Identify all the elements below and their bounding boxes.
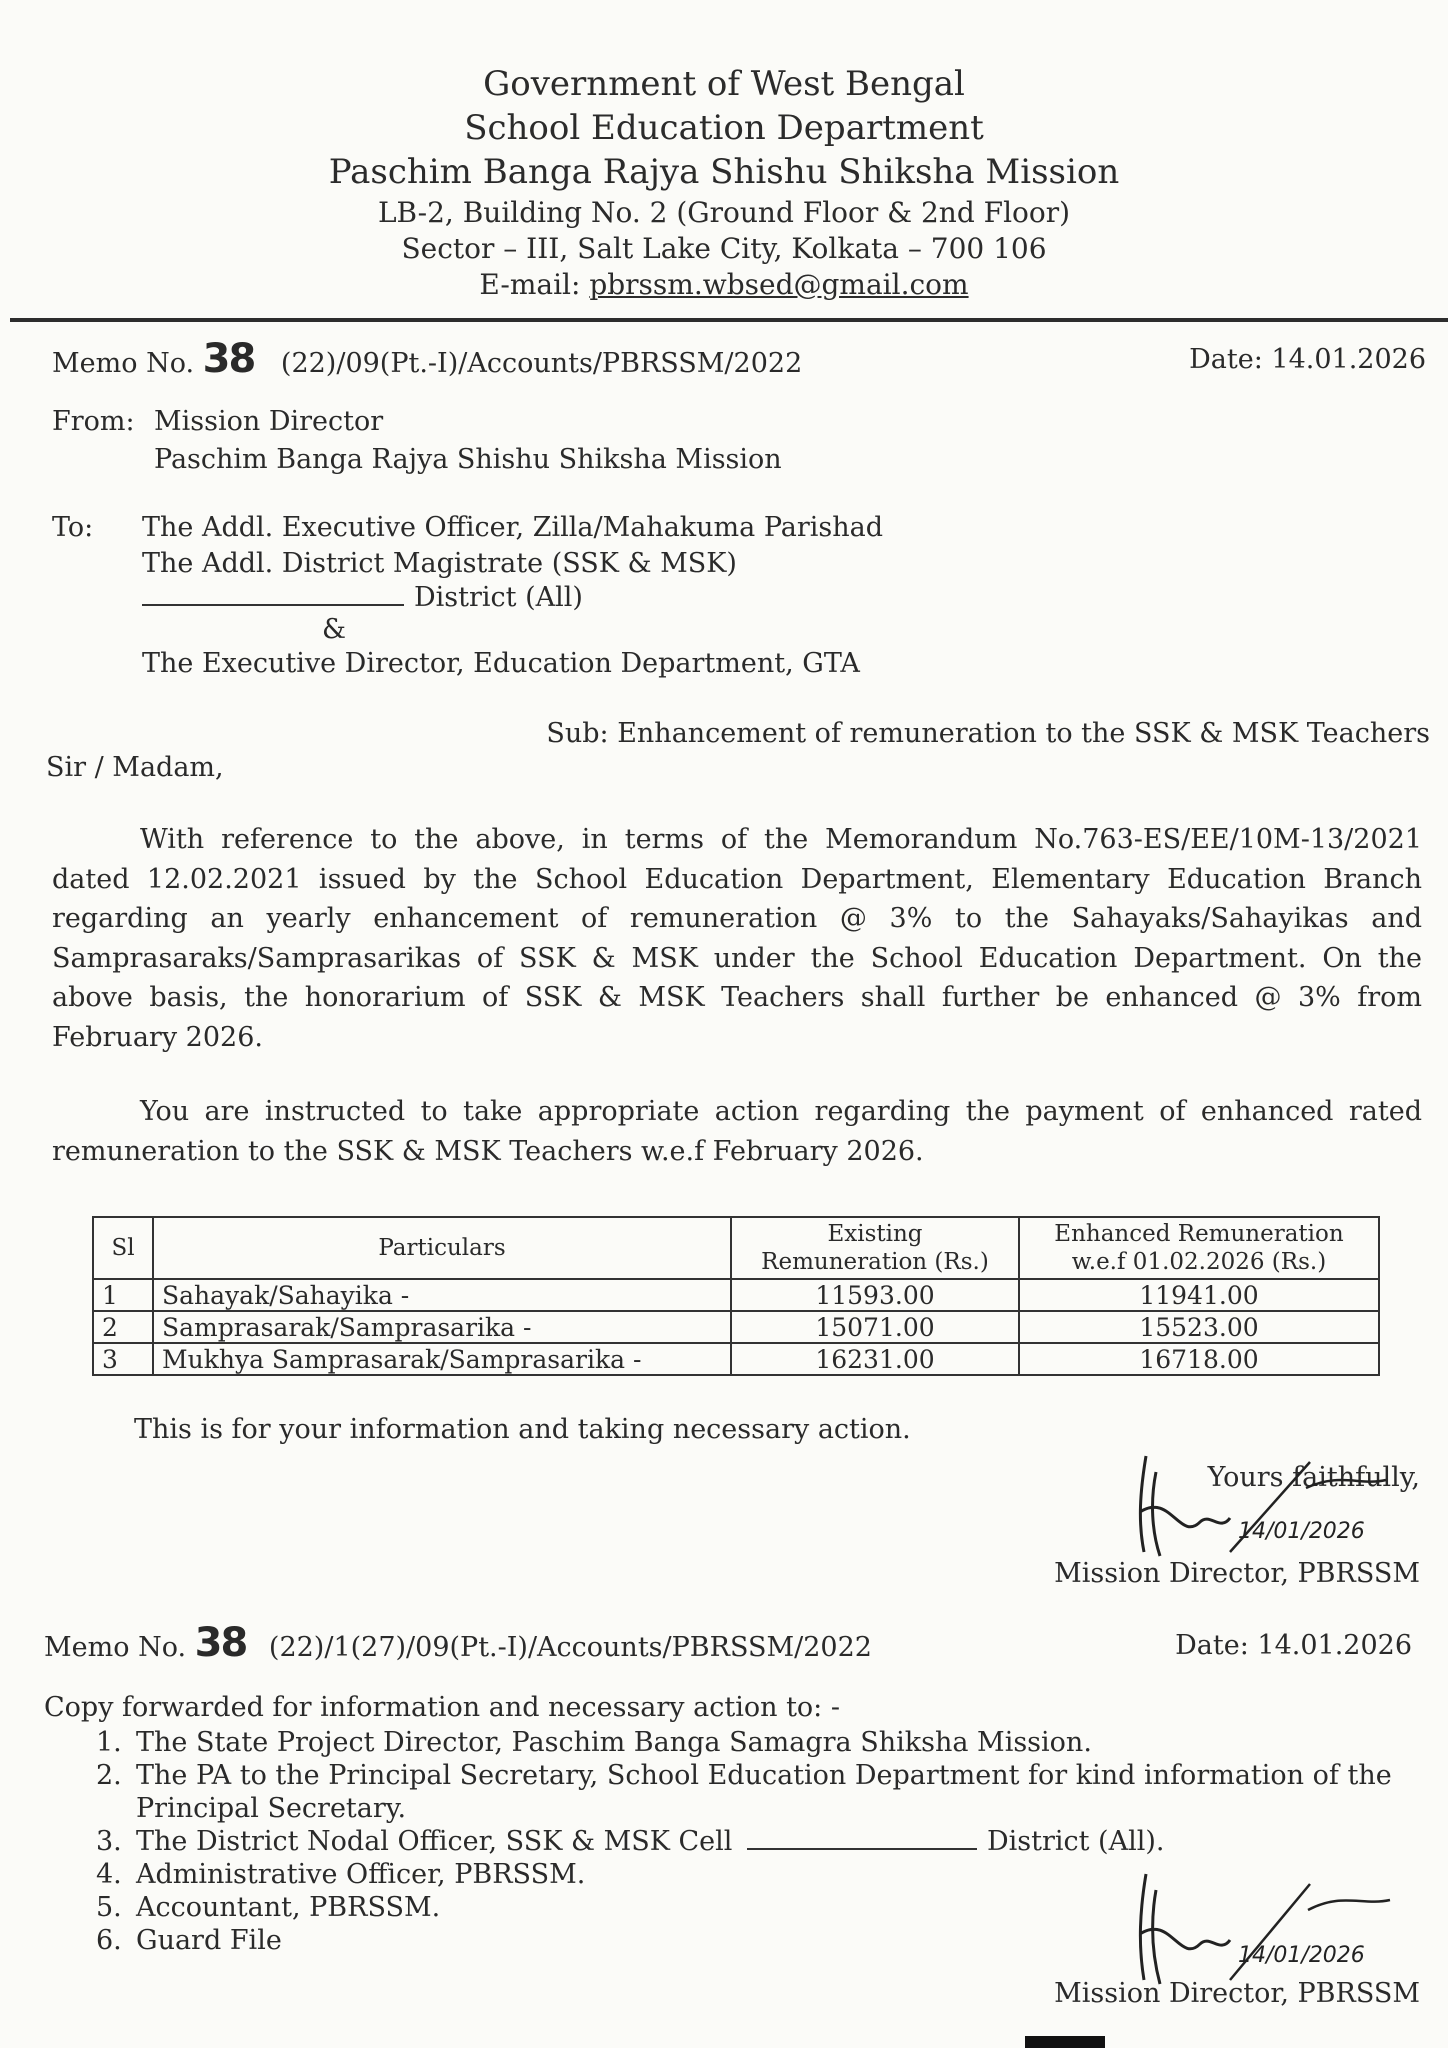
memo2-number-handwritten: 38 [194, 1620, 247, 1666]
list-item-number: 5. [96, 1892, 122, 1923]
body-paragraph-1: With reference to the above, in terms of the Memorandum No.763-ES/EE/10M-13/2021 dated 12.02.2021 issued by the School Education Department, Elementary Education Branch regarding an yearly enhancement of remuneration @ 3% to the Sahayaks/Sahayikas and Samprasaraks/Samprasarikas of SSK & MSK under the School Education Department. On the above basis, the honorarium of SSK & MSK Teachers shall further be enhanced @ 3% from February 2026. [52, 824, 1422, 1053]
list-item-suffix: District (All). [986, 1826, 1165, 1857]
memo-number-handwritten: 38 [202, 336, 255, 382]
signature-date-2: 14/01/2026 [1238, 1943, 1365, 1968]
list-item-text: The PA to the Principal Secretary, School Education Department for kind information of the Principal Secretary. [136, 1760, 1392, 1824]
from-line-1: Mission Director [154, 406, 384, 437]
table-row [93, 1279, 1379, 1311]
district-blank-2 [747, 1826, 977, 1850]
table-header-row [93, 1217, 1379, 1279]
col-header-particulars: Particulars [153, 1217, 731, 1279]
cell-particular: Mukhya Samprasarak/Samprasarika - [153, 1343, 731, 1375]
to-line-4: The Executive Director, Education Department, GTA [142, 648, 860, 679]
cell-particular: Samprasarak/Samprasarika - [153, 1311, 731, 1343]
list-item-text: The State Project Director, Paschim Banga Samagra Shiksha Mission. [136, 1727, 1092, 1758]
email-link[interactable]: pbrssm.wbsed@gmail.com [589, 268, 969, 301]
cell-existing: 16231.00 [731, 1343, 1019, 1375]
cell-sl: 2 [93, 1311, 153, 1343]
list-item-number: 6. [96, 1925, 122, 1956]
memo-line-2 [44, 1620, 872, 1666]
header-divider [10, 318, 1448, 322]
salutation: Sir / Madam, [46, 752, 224, 783]
list-item [96, 1726, 1448, 1759]
cell-sl: 1 [93, 1279, 153, 1311]
table-row [93, 1343, 1379, 1375]
closing-yours-faithfully: Yours faithfully, [1207, 1462, 1420, 1493]
list-item-text: The District Nodal Officer, SSK & MSK Cell [136, 1826, 733, 1857]
col-header-enhanced-line1: Enhanced Remuneration [1054, 1221, 1344, 1247]
col-header-existing [731, 1217, 1019, 1279]
header-government: Government of West Bengal [483, 64, 965, 104]
signature-1 [1110, 1452, 1410, 1572]
memo-label: Memo No. [52, 348, 195, 379]
list-item-text: Accountant, PBRSSM. [136, 1892, 441, 1923]
col-header-sl: Sl [93, 1217, 153, 1279]
list-item-text: Administrative Officer, PBRSSM. [136, 1859, 586, 1890]
header-address-2: Sector – III, Salt Lake City, Kolkata – 700 106 [401, 232, 1047, 265]
info-line: This is for your information and taking necessary action. [134, 1414, 911, 1445]
remuneration-table [92, 1216, 1380, 1376]
list-item-number: 3. [96, 1826, 122, 1857]
list-item-text: Guard File [136, 1925, 282, 1956]
to-district: District (All) [414, 582, 583, 613]
table-row [93, 1311, 1379, 1343]
cell-enhanced: 11941.00 [1019, 1279, 1379, 1311]
memo-reference: (22)/09(Pt.-I)/Accounts/PBRSSM/2022 [280, 348, 803, 379]
cell-existing: 11593.00 [731, 1279, 1019, 1311]
header-email-line [0, 268, 1448, 301]
copy-intro: Copy forwarded for information and necessary action to: - [44, 1692, 840, 1723]
header-mission: Paschim Banga Rajya Shishu Shiksha Mission [328, 152, 1120, 192]
list-item-number: 4. [96, 1859, 122, 1890]
to-line-2: The Addl. District Magistrate (SSK & MSK) [142, 548, 737, 579]
subject: Sub: Enhancement of remuneration to the SSK & MSK Teachers [546, 718, 1430, 749]
list-item-number: 2. [96, 1760, 122, 1791]
memo2-label: Memo No. [44, 1632, 187, 1663]
scan-artifact-bar [1025, 2036, 1105, 2048]
header-department: School Education Department [464, 108, 984, 148]
to-line-1: The Addl. Executive Officer, Zilla/Mahakuma Parishad [142, 512, 884, 543]
email-label: E-mail: [479, 268, 581, 301]
cell-existing: 15071.00 [731, 1311, 1019, 1343]
to-label: To: [52, 512, 94, 543]
to-line-3 [142, 582, 583, 613]
col-header-enhanced-line2: w.e.f 01.02.2026 (Rs.) [1071, 1249, 1327, 1275]
col-header-existing-line2: Remuneration (Rs.) [761, 1249, 989, 1275]
cell-enhanced: 15523.00 [1019, 1311, 1379, 1343]
signatory-2: Mission Director, PBRSSM [1054, 1978, 1420, 2009]
col-header-existing-line1: Existing [827, 1221, 923, 1247]
from-line-2: Paschim Banga Rajya Shishu Shiksha Mission [154, 444, 782, 475]
header-address-1: LB-2, Building No. 2 (Ground Floor & 2nd Floor) [377, 196, 1071, 229]
district-blank [142, 582, 404, 606]
list-item-number: 1. [96, 1727, 122, 1758]
cell-enhanced: 16718.00 [1019, 1343, 1379, 1375]
cell-particular: Sahayak/Sahayika - [153, 1279, 731, 1311]
list-item [96, 1759, 1448, 1825]
signatory-1: Mission Director, PBRSSM [1054, 1558, 1420, 1589]
cell-sl: 3 [93, 1343, 153, 1375]
to-ampersand: & [322, 614, 347, 645]
signature-date-1: 14/01/2026 [1238, 1519, 1365, 1544]
memo2-date: Date: 14.01.2026 [1175, 1630, 1412, 1661]
memo-line-1 [52, 336, 802, 382]
from-label: From: [52, 406, 135, 437]
col-header-enhanced [1019, 1217, 1379, 1279]
list-item [96, 1825, 1448, 1858]
body-paragraph-2: You are instructed to take appropriate action regarding the payment of enhanced rated remuneration to the SSK & MSK Teachers w.e.f February 2026. [52, 1096, 1422, 1167]
memo-date: Date: 14.01.2026 [1189, 344, 1426, 375]
memo2-reference: (22)/1(27)/09(Pt.-I)/Accounts/PBRSSM/2022 [268, 1632, 872, 1663]
